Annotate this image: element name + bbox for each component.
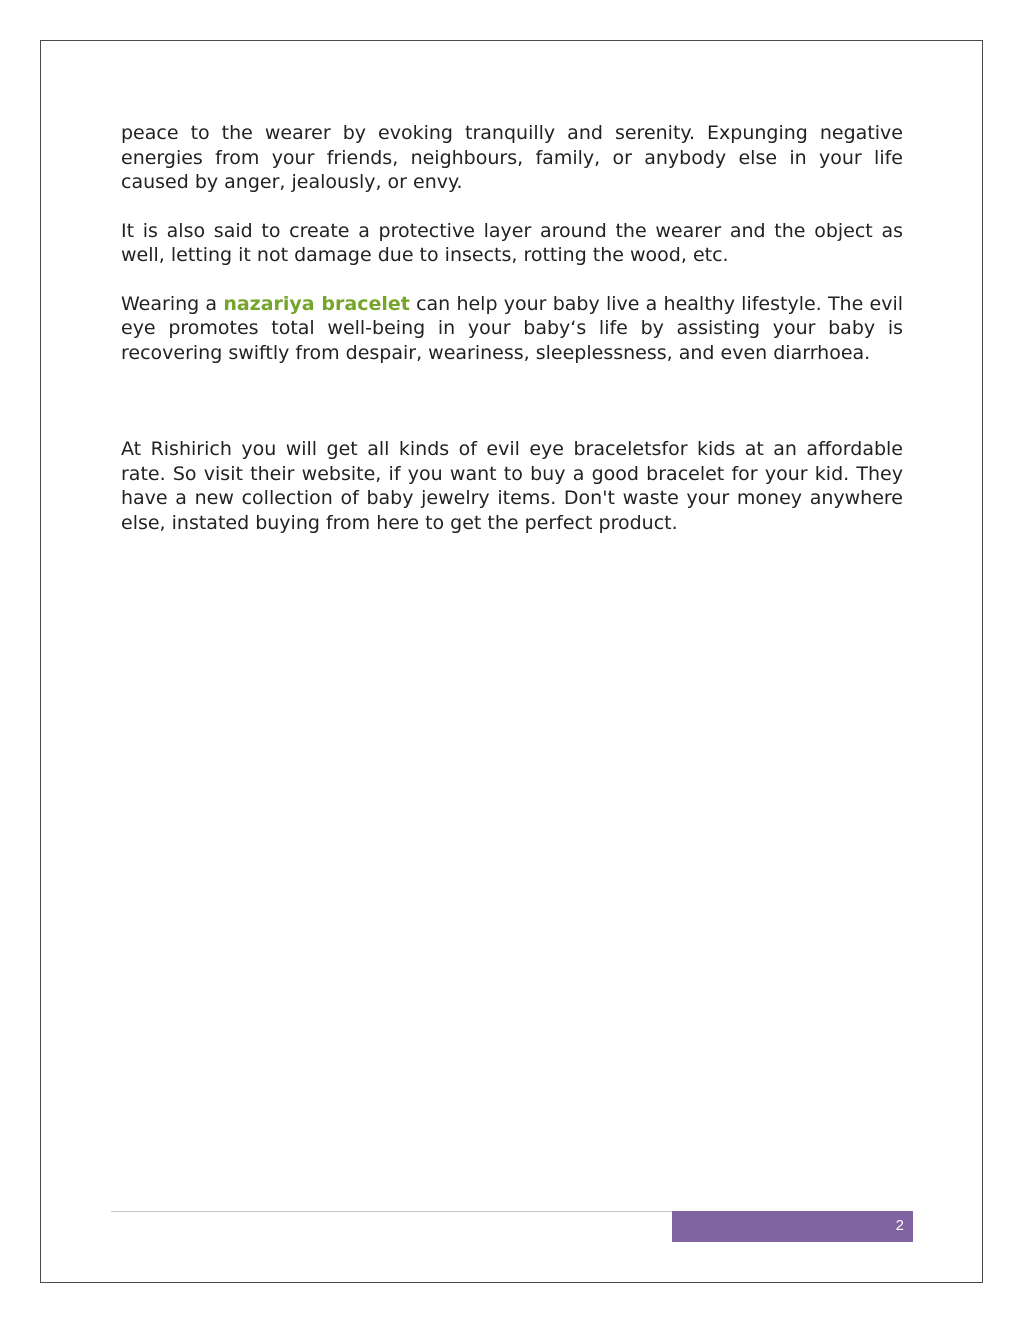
paragraph-4: At Rishirich you will get all kinds of evil eye braceletsfor kids at an affordable rate. So visit their website, if you want to buy a good bracelet for your kid. They have a new collection of baby jewelry items. Don't waste your money anywhere else, instated buying from here to get the perfect product. — [121, 438, 903, 534]
footer-rule — [111, 1211, 673, 1212]
page-number-badge — [672, 1211, 913, 1242]
page-number: 2 — [895, 1217, 904, 1234]
paragraph-1: peace to the wearer by evoking tranquilly and serenity. Expunging negative energies from your friends, neighbours, family, or anybody else in your life caused by anger, jealously, or envy. — [121, 122, 903, 193]
document-body — [121, 121, 903, 535]
nazariya-bracelet-link[interactable]: nazariya bracelet — [223, 292, 410, 315]
paragraph-2: It is also said to create a protective layer around the wearer and the object as well, letting it not damage due to insects, rotting the wood, etc. — [121, 219, 903, 266]
paragraph-3-lead: Wearing a — [121, 292, 224, 315]
paragraph-3-rest: can help your baby live a healthy lifestyle. The evil eye promotes total well-being in your baby‘s life by assisting your baby is recovering swiftly from despair, weariness, sleeplessness, and even diarrhoea. — [121, 292, 903, 364]
paragraph-3 — [121, 292, 903, 366]
